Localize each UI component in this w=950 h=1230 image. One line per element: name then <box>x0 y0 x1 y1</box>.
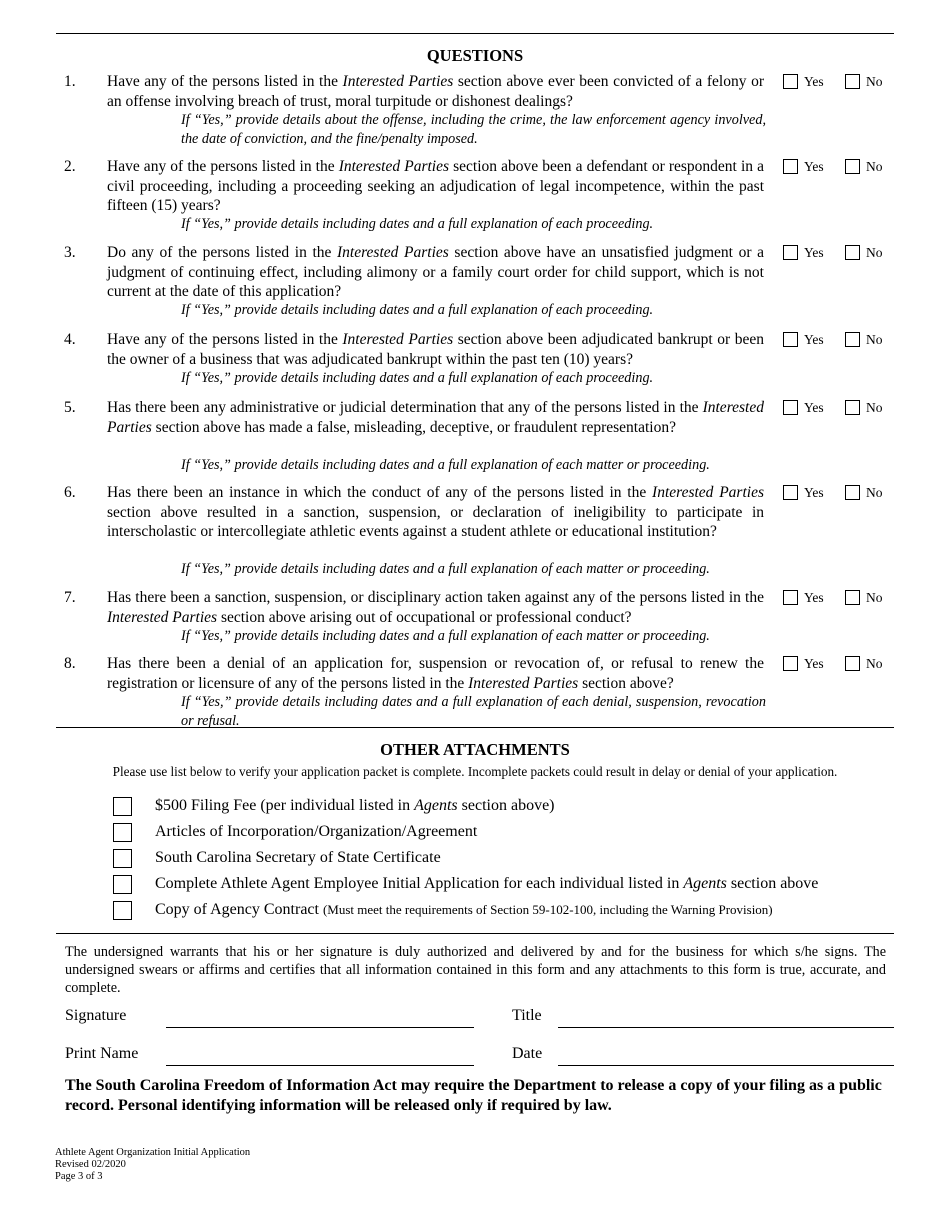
question-text: Has there been an instance in which the conduct of any of the persons listed in the Interested Parties section above resulted in a sanction, suspension, or declaration of ineligibility to participate in interscholastic or intercollegiate athletic events against a student athlete or educational institution? <box>107 484 764 540</box>
question-text: Do any of the persons listed in the Interested Parties section above have an unsatisfied judgment or a judgment of continuing effect, including alimony or a family court order for child support, which is not current at the date of this application? <box>107 244 764 300</box>
no-label: No <box>866 159 883 174</box>
question-instruction: If “Yes,” provide details including dates and a full explanation of each proceeding. <box>181 216 654 232</box>
no-label: No <box>866 485 883 500</box>
question-number: 2. <box>64 158 76 175</box>
attachment-checkbox-5[interactable] <box>113 901 132 920</box>
title-label: Title <box>512 1007 542 1024</box>
yes-checkbox[interactable] <box>783 485 798 500</box>
title-line[interactable] <box>558 1027 894 1028</box>
signature-line[interactable] <box>166 1027 474 1028</box>
no-checkbox[interactable] <box>845 74 860 89</box>
yes-label: Yes <box>804 332 824 347</box>
no-checkbox[interactable] <box>845 485 860 500</box>
question-number: 4. <box>64 331 76 348</box>
question-text: Have any of the persons listed in the Interested Parties section above been adjudicated bankrupt or been the owner of a business that was adjudicated bankrupt within the past ten (10) years? <box>107 331 764 368</box>
attachment-label-4: Complete Athlete Agent Employee Initial Application for each individual listed in Agents section above <box>155 875 819 892</box>
no-checkbox[interactable] <box>845 245 860 260</box>
yes-checkbox[interactable] <box>783 159 798 174</box>
questions-bottom-rule <box>56 727 894 728</box>
yes-label: Yes <box>804 485 824 500</box>
question-text: Has there been any administrative or judicial determination that any of the persons listed in the Interested Parties section above has made a false, misleading, deceptive, or fraudulent representation? <box>107 399 764 436</box>
print-name-label: Print Name <box>65 1045 139 1062</box>
question-text: Has there been a sanction, suspension, or disciplinary action taken against any of the persons listed in the Interested Parties section above arising out of occupational or professional conduct? <box>107 589 764 626</box>
question-number: 3. <box>64 244 76 261</box>
question-text: Have any of the persons listed in the Interested Parties section above ever been convicted of a felony or an offense involving breach of trust, moral turpitude or dishonest dealings? <box>107 73 764 110</box>
attachment-label-1: $500 Filing Fee (per individual listed in Agents section above) <box>155 797 555 814</box>
no-label: No <box>866 400 883 415</box>
question-text: Has there been a denial of an application for, suspension or revocation of, or refusal to renew the registration or licensure of any of the persons listed in the Interested Parties section above? <box>107 655 764 692</box>
attachments-title: OTHER ATTACHMENTS <box>380 740 570 759</box>
no-checkbox[interactable] <box>845 159 860 174</box>
yes-checkbox[interactable] <box>783 332 798 347</box>
question-number: 5. <box>64 399 76 416</box>
certification-text: The undersigned warrants that his or her signature is duly authorized and delivered by and for the business for which s/he signs. The undersigned swears or affirms and certifies that all information contained in this form and any attachments to this form is true, accurate, and complete. <box>65 944 886 996</box>
question-text: Have any of the persons listed in the Interested Parties section above been a defendant or respondent in a civil proceeding, including a proceeding seeking an adjudication of legal incompetence, within the past fifteen (15) years? <box>107 158 764 214</box>
yes-label: Yes <box>804 245 824 260</box>
yes-checkbox[interactable] <box>783 245 798 260</box>
no-label: No <box>866 590 883 605</box>
no-checkbox[interactable] <box>845 656 860 671</box>
footer-form-name: Athlete Agent Organization Initial Application <box>55 1147 251 1158</box>
date-line[interactable] <box>558 1065 894 1066</box>
yes-label: Yes <box>804 656 824 671</box>
top-rule <box>56 33 894 34</box>
question-instruction: If “Yes,” provide details including dates and a full explanation of each matter or proceeding. <box>181 457 710 473</box>
yes-label: Yes <box>804 400 824 415</box>
no-checkbox[interactable] <box>845 400 860 415</box>
yes-label: Yes <box>804 74 824 89</box>
questions-title: QUESTIONS <box>426 46 524 65</box>
no-label: No <box>866 74 883 89</box>
attachments-instructions: Please use list below to verify your application packet is complete. Incomplete packets could result in delay or denial of your application. <box>112 764 838 779</box>
question-instruction: If “Yes,” provide details about the offense, including the crime, the law enforcement agency involved, the date of conviction, and the fine/penalty imposed. <box>181 112 766 147</box>
yes-checkbox[interactable] <box>783 400 798 415</box>
yes-checkbox[interactable] <box>783 590 798 605</box>
no-checkbox[interactable] <box>845 332 860 347</box>
attachment-label-5: Copy of Agency Contract (Must meet the requirements of Section 59-102-100, including the Warning Provision) <box>155 901 773 918</box>
yes-checkbox[interactable] <box>783 74 798 89</box>
question-instruction: If “Yes,” provide details including dates and a full explanation of each proceeding. <box>181 302 654 318</box>
date-label: Date <box>512 1045 543 1062</box>
yes-checkbox[interactable] <box>783 656 798 671</box>
question-instruction: If “Yes,” provide details including dates and a full explanation of each matter or proceeding. <box>181 628 710 644</box>
question-instruction: If “Yes,” provide details including dates and a full explanation of each proceeding. <box>181 370 654 386</box>
footer-revised: Revised 02/2020 <box>55 1159 126 1170</box>
no-label: No <box>866 656 883 671</box>
attachment-checkbox-1[interactable] <box>113 797 132 816</box>
foia-notice: The South Carolina Freedom of Information Act may require the Department to release a copy of your filing as a public record. Personal identifying information will be released only if required by law. <box>65 1077 882 1114</box>
attachment-checkbox-4[interactable] <box>113 875 132 894</box>
print-name-line[interactable] <box>166 1065 474 1066</box>
yes-label: Yes <box>804 590 824 605</box>
signature-label: Signature <box>65 1007 127 1024</box>
no-checkbox[interactable] <box>845 590 860 605</box>
attachment-label-3: South Carolina Secretary of State Certificate <box>155 849 441 866</box>
no-label: No <box>866 332 883 347</box>
question-instruction: If “Yes,” provide details including dates and a full explanation of each matter or proceeding. <box>181 561 710 577</box>
question-number: 7. <box>64 589 76 606</box>
attachment-checkbox-3[interactable] <box>113 849 132 868</box>
attachment-label-2: Articles of Incorporation/Organization/Agreement <box>155 823 478 840</box>
question-number: 8. <box>64 655 76 672</box>
question-number: 6. <box>64 484 76 501</box>
certification-rule <box>56 933 894 934</box>
yes-label: Yes <box>804 159 824 174</box>
footer-page-number: Page 3 of 3 <box>55 1171 103 1182</box>
question-instruction: If “Yes,” provide details including dates and a full explanation of each denial, suspension, revocation or refusal. <box>181 694 766 729</box>
attachment-checkbox-2[interactable] <box>113 823 132 842</box>
question-number: 1. <box>64 73 76 90</box>
no-label: No <box>866 245 883 260</box>
